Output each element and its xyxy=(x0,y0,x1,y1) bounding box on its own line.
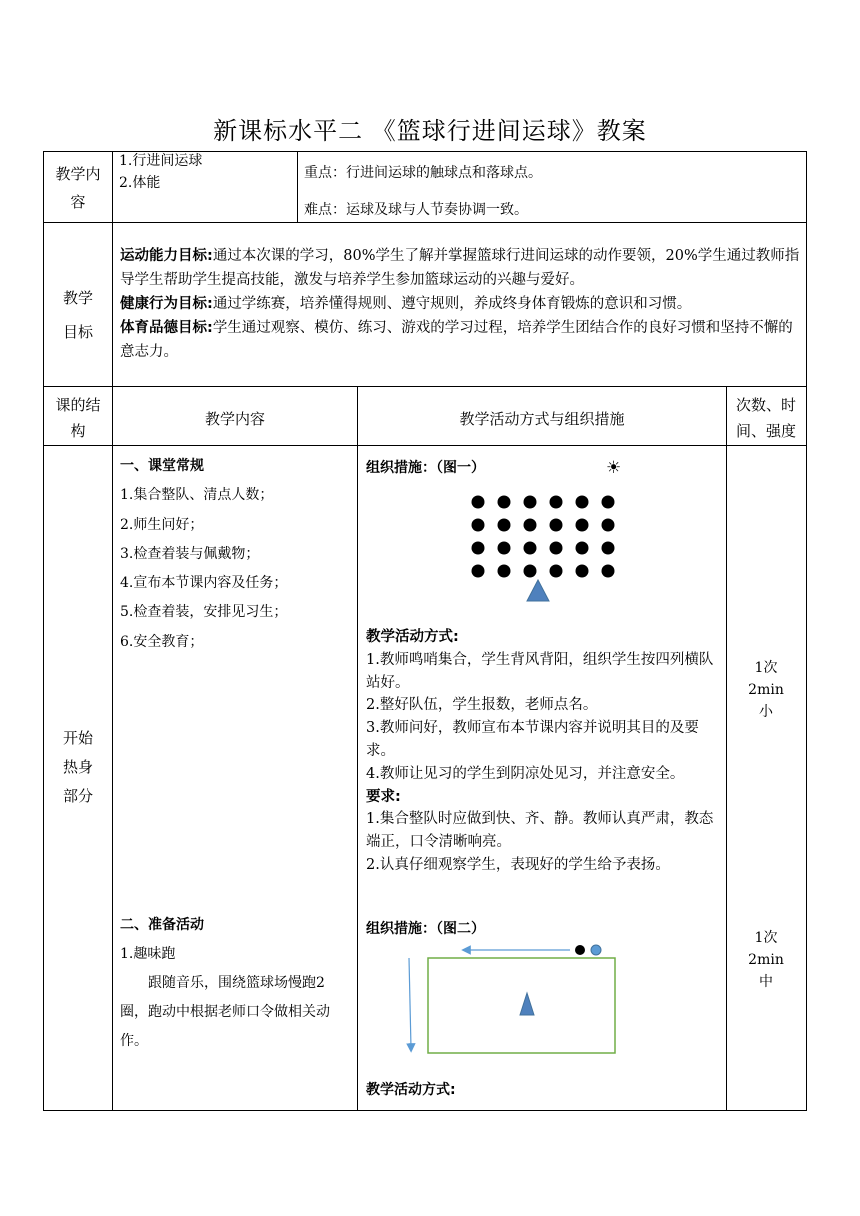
warmup-item: 1.趣味跑 xyxy=(120,946,176,962)
table-border xyxy=(43,151,44,1111)
student-dot xyxy=(524,519,537,532)
table-border xyxy=(43,222,807,223)
student-dot xyxy=(550,496,563,509)
table-border xyxy=(806,151,807,1111)
student-dot xyxy=(498,565,511,578)
count-times: 1次 xyxy=(754,660,778,676)
requirement-item: 1.集合整队时应做到快、齐、静。教师认真严肃，教态端正，口令清晰响亮。 xyxy=(366,811,714,851)
routine-item: 3.检查着装与佩戴物； xyxy=(120,545,260,562)
count-duration: 2min xyxy=(748,952,784,968)
running-diagram xyxy=(400,938,625,1058)
teacher-triangle-icon xyxy=(520,993,534,1015)
header-activity: 教学活动方式与组织措施 xyxy=(459,410,625,428)
method-item: 4.教师让见习的学生到阴凉处见习，并注意安全。 xyxy=(366,765,685,782)
student-dot xyxy=(575,945,585,955)
org1-heading: 组织措施：（图一） xyxy=(366,460,485,476)
table-border xyxy=(43,1110,807,1111)
count-intensity: 中 xyxy=(759,974,773,990)
student-dot xyxy=(472,496,485,509)
student-dot xyxy=(472,542,485,555)
section-label: 开始热身部分 xyxy=(62,729,93,805)
key-point: 重点：行进间运球的触球点和落球点。 xyxy=(304,165,542,181)
method-heading: 教学活动方式: xyxy=(366,629,459,645)
student-dot xyxy=(472,565,485,578)
count-duration: 2min xyxy=(748,682,784,698)
method-item: 1.教师鸣哨集合，学生背风背阳，组织学生按四列横队站好。 xyxy=(366,651,714,691)
student-dot xyxy=(550,542,563,555)
table-border xyxy=(357,386,358,1111)
student-dot xyxy=(576,519,589,532)
student-dot xyxy=(524,542,537,555)
table-border xyxy=(43,445,807,446)
teacher-triangle-icon xyxy=(527,580,549,601)
routine-heading: 一、课堂常规 xyxy=(120,458,204,474)
table-border xyxy=(43,386,807,387)
student-dot xyxy=(576,496,589,509)
method-item: 3.教师问好，教师宣布本节课内容并说明其目的及要求。 xyxy=(366,720,699,759)
goal-text: 通过本次课的学习，80%学生了解并掌握篮球行进间运球的动作要领，20%学生通过教师指导学生帮助学生提高技能，激发与培养学生参加篮球运动的兴趣与爱好。 xyxy=(120,248,800,288)
header-count: 次数、时间、强度 xyxy=(735,396,796,440)
count-1 xyxy=(730,657,802,723)
difficulty: 难点：运球及球与人节奏协调一致。 xyxy=(304,202,528,218)
requirement-heading: 要求: xyxy=(366,788,401,805)
warmup-desc: 跟随音乐，围绕篮球场慢跑2圈，跑动中根据老师口令做相关动作。 xyxy=(120,975,330,1049)
student-dot xyxy=(576,542,589,555)
content-list xyxy=(119,150,294,194)
routine-item: 1.集合整队、清点人数； xyxy=(120,487,274,504)
goal-head: 健康行为目标: xyxy=(120,296,213,312)
student-dot xyxy=(524,565,537,578)
requirement-item: 2.认真仔细观察学生，表现好的学生给予表扬。 xyxy=(366,856,670,873)
content-label: 教学内容 xyxy=(55,165,101,211)
count-intensity: 小 xyxy=(759,704,773,720)
goal-head: 体育品德目标: xyxy=(120,320,213,336)
page-title: 新课标水平二 《篮球行进间运球》教案 xyxy=(213,117,647,145)
student-dot xyxy=(602,542,615,555)
court-rect xyxy=(428,958,615,1053)
goal-morality xyxy=(120,316,802,364)
student-dot xyxy=(591,945,601,955)
count-times: 1次 xyxy=(754,930,778,946)
routine-item: 5.检查着装，安排见习生； xyxy=(120,604,288,621)
student-dot xyxy=(498,496,511,509)
goal-health xyxy=(120,292,802,316)
table-border xyxy=(726,386,727,1111)
student-dot xyxy=(524,496,537,509)
student-dot xyxy=(602,496,615,509)
student-dot xyxy=(472,519,485,532)
content-item: 2.体能 xyxy=(119,175,161,191)
warmup-block xyxy=(120,911,350,1056)
org2-method-heading: 教学活动方式: xyxy=(366,1082,456,1098)
student-dot xyxy=(602,565,615,578)
formation-diagram xyxy=(460,490,630,605)
org1-methods xyxy=(366,626,722,877)
routine-item: 2.师生问好； xyxy=(120,516,204,533)
student-dot xyxy=(550,565,563,578)
run-arrow-left xyxy=(409,958,411,1048)
warmup-heading: 二、准备活动 xyxy=(120,917,204,933)
student-dot xyxy=(498,519,511,532)
table-border xyxy=(112,151,113,1111)
header-content: 教学内容 xyxy=(204,410,265,428)
goals-label: 教学目标 xyxy=(62,289,93,341)
method-item: 2.整好队伍，学生报数，老师点名。 xyxy=(366,697,598,714)
goals-text xyxy=(120,244,802,364)
routine-item: 6.安全教育； xyxy=(120,633,204,650)
org2-heading: 组织措施：（图二） xyxy=(366,921,485,937)
student-dot xyxy=(498,542,511,555)
goal-text: 通过学练赛，培养懂得规则、遵守规则，养成终身体育锻炼的意识和习惯。 xyxy=(212,296,692,312)
student-dot xyxy=(550,519,563,532)
goal-head: 运动能力目标: xyxy=(120,248,213,264)
goal-text: 学生通过观察、模仿、练习、游戏的学习过程，培养学生团结合作的良好习惯和坚持不懈的意志力。 xyxy=(120,320,793,360)
routine-item: 4.宣布本节课内容及任务； xyxy=(120,575,288,592)
sun-icon: ☀ xyxy=(606,458,622,478)
content-item: 1.行进间运球 xyxy=(119,153,203,169)
routine-block xyxy=(120,452,352,657)
table-border xyxy=(297,151,298,222)
student-dot xyxy=(576,565,589,578)
header-structure: 课的结构 xyxy=(55,396,101,440)
goal-ability xyxy=(120,244,802,292)
count-2 xyxy=(730,927,802,993)
student-dot xyxy=(602,519,615,532)
